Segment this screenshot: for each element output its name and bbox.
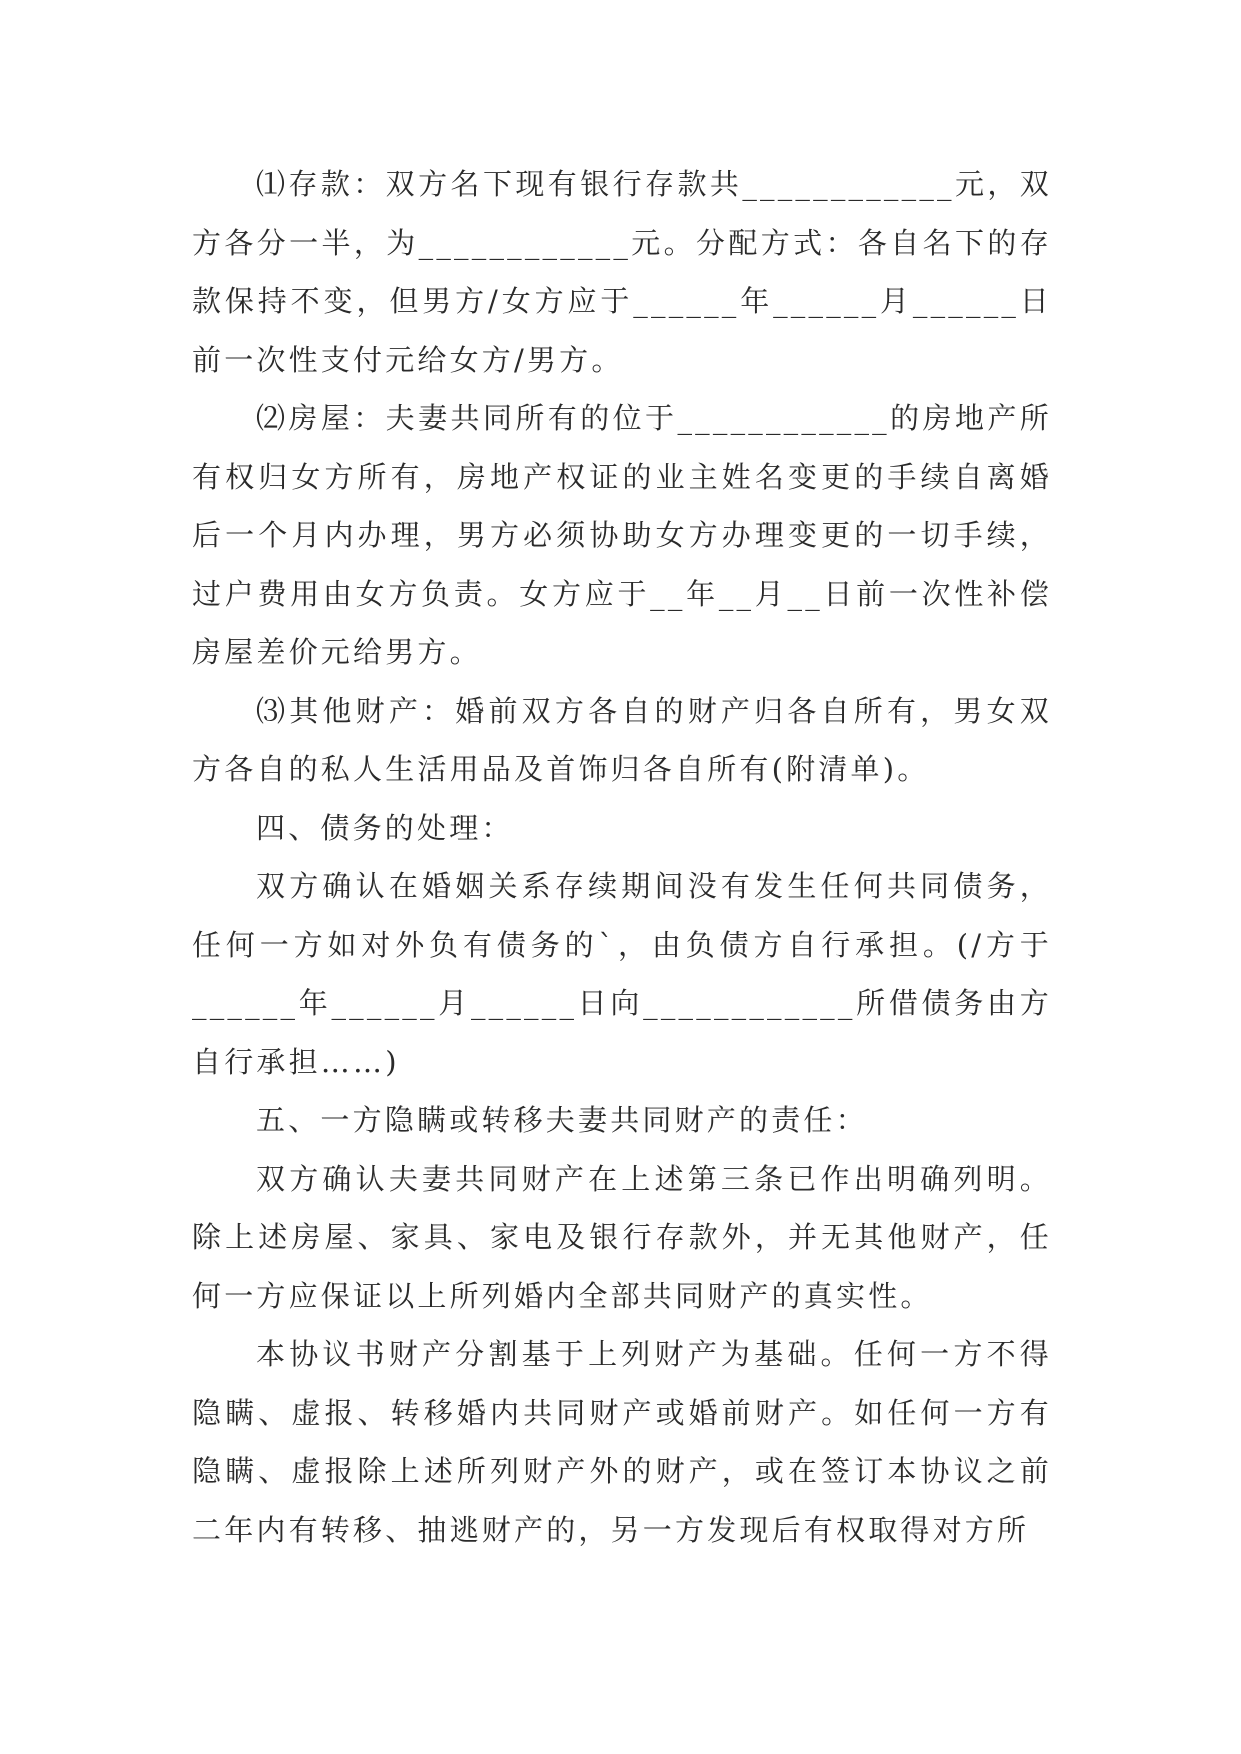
debt-heading: 四、债务的处理： — [256, 810, 514, 845]
concealment-heading: 五、一方隐瞒或转移夫妻共同财产的责任： — [256, 1103, 868, 1137]
other-property-paragraph: ⑶其他财产：婚前双方各自的财产归各自所有，男女双方各自的私人生活用品及首饰归各自所有(附清单)。 — [192, 693, 1052, 786]
deposit-paragraph: ⑴存款：双方名下现有银行存款共____________元，双方各分一半，为____________元。分配方式：各自名下的存款保持不变，但男方/女方应于______年______月______日前一次性支付元给女方/男方。 — [192, 167, 1052, 377]
confirmation-paragraph: 双方确认夫妻共同财产在上述第三条已作出明确列明。除上述房屋、家具、家电及银行存款外，并无其他财产，任何一方应保证以上所列婚内全部共同财产的真实性。 — [192, 1161, 1052, 1313]
document-page — [192, 155, 1052, 1559]
house-paragraph: ⑵房屋：夫妻共同所有的位于____________的房地产所有权归女方所有，房地产权证的业主姓名变更的手续自离婚后一个月内办理，男方必须协助女方办理变更的一切手续，过户费用由女方负责。女方应于__年__月__日前一次性补偿房屋差价元给男方。 — [192, 401, 1052, 669]
division-paragraph: 本协议书财产分割基于上列财产为基础。任何一方不得隐瞒、虚报、转移婚内共同财产或婚前财产。如任何一方有隐瞒、虚报除上述所列财产外的财产，或在签订本协议之前二年内有转移、抽逃财产的，另一方发现后有权取得对方所 — [192, 1337, 1052, 1547]
debt-paragraph: 双方确认在婚姻关系存续期间没有发生任何共同债务，任何一方如对外负有债务的`，由负债方自行承担。(/方于______年______月______日向____________所借债务由方自行承担……) — [192, 869, 1052, 1079]
